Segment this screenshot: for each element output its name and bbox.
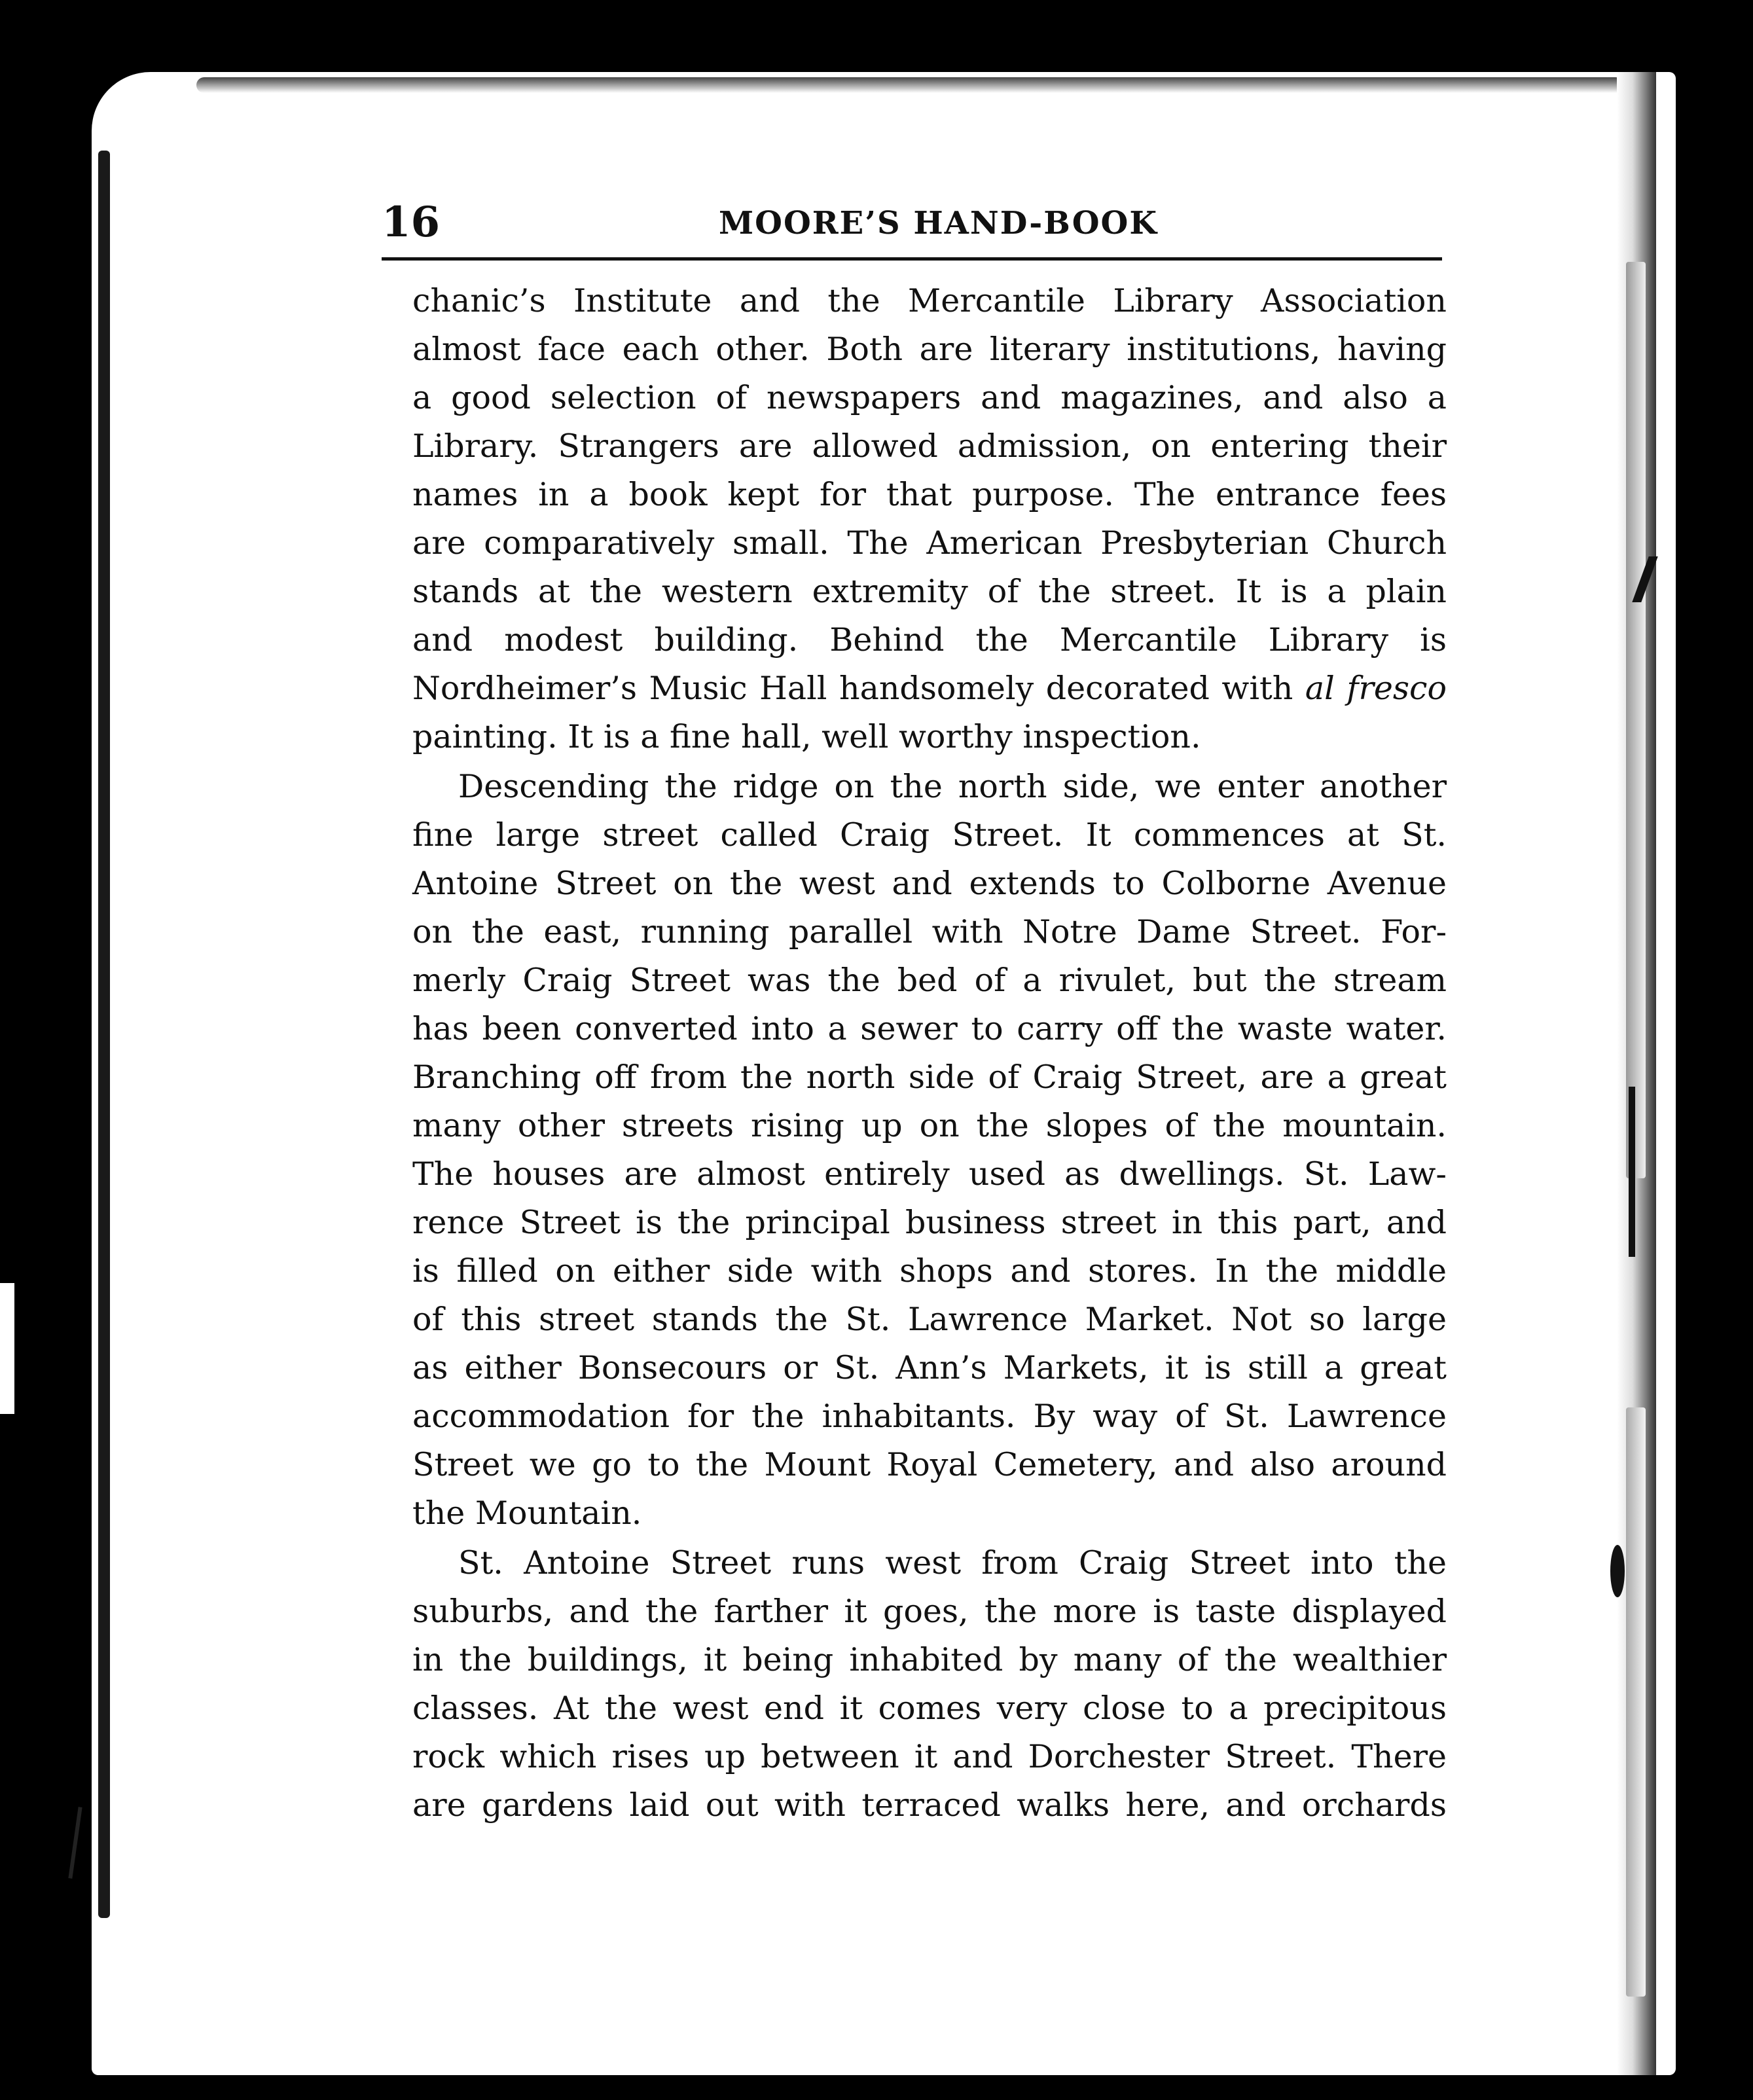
text-line: are gardens laid out with terraced walks here, and orchards — [412, 1786, 1447, 1824]
text-line: accommodation for the inhabitants. By way of St. Lawrence — [412, 1398, 1447, 1435]
running-head: MOORE’S HAND-BOOK — [719, 205, 1159, 242]
text-line: chanic’s Institute and the Mercantile Library Association — [412, 282, 1447, 319]
text-line: merly Craig Street was the bed of a rivulet, but the stream — [412, 962, 1447, 999]
text-line: in the buildings, it being inhabited by many of the wealthier — [412, 1641, 1447, 1678]
text-line: rock which rises up between it and Dorchester Street. There — [412, 1738, 1447, 1775]
text-line: a good selection of newspapers and magazines, and also a — [412, 379, 1447, 416]
text-line-with-italic — [412, 669, 1447, 708]
text-line: fine large street called Craig Street. It commences at St. — [412, 816, 1447, 854]
header-rule — [382, 257, 1442, 261]
text-line: is filled on either side with shops and stores. In the middle — [412, 1252, 1447, 1290]
text-segment: Nordheimer’s Music Hall handsomely decorated with — [412, 670, 1305, 707]
text-line: classes. At the west end it comes very close to a precipitous — [412, 1690, 1447, 1727]
text-line: Branching off from the north side of Craig Street, are a great — [412, 1059, 1447, 1096]
page-header — [382, 196, 1442, 249]
text-line: almost face each other. Both are literary institutions, having — [412, 331, 1447, 368]
text-line: the Mountain. — [412, 1494, 642, 1532]
page-edge-strip — [1626, 262, 1646, 1178]
text-line: on the east, running parallel with Notre Dame Street. For- — [412, 913, 1447, 950]
text-line: stands at the western extremity of the street. It is a plain — [412, 573, 1447, 610]
text-line: suburbs, and the farther it goes, the more is taste displayed — [412, 1593, 1447, 1630]
text-line: painting. It is a fine hall, well worthy inspection. — [412, 718, 1201, 755]
text-line: Street we go to the Mount Royal Cemetery, and also around — [412, 1446, 1447, 1483]
text-line: of this street stands the St. Lawrence Market. Not so large — [412, 1301, 1447, 1338]
text-line: has been converted into a sewer to carry off the waste water. — [412, 1010, 1447, 1047]
edge-mark — [1629, 1087, 1635, 1257]
text-line: The houses are almost entirely used as dwellings. St. Law- — [412, 1155, 1447, 1193]
page-edge-strip-lower — [1626, 1407, 1646, 1997]
text-line: many other streets rising up on the slopes of the mountain. — [412, 1107, 1447, 1144]
text-line: Antoine Street on the west and extends to Colborne Avenue — [412, 865, 1447, 902]
paragraph-first-line: St. Antoine Street runs west from Craig Street into the — [458, 1544, 1447, 1582]
italic-phrase: al fresco — [1305, 670, 1447, 707]
page-top-shadow — [196, 77, 1623, 93]
text-line: are comparatively small. The American Presbyterian Church — [412, 524, 1447, 562]
page-number: 16 — [382, 198, 441, 247]
edge-mark — [1610, 1545, 1625, 1597]
text-line: Library. Strangers are allowed admission, on entering their — [412, 427, 1447, 465]
page-left-edge — [98, 151, 110, 1918]
scan-artifact — [0, 1283, 14, 1414]
text-line: names in a book kept for that purpose. The entrance fees — [412, 476, 1447, 513]
text-line: and modest building. Behind the Mercantile Library is — [412, 621, 1447, 659]
text-line: rence Street is the principal business street in this part, and — [412, 1204, 1447, 1241]
paragraph-first-line: Descending the ridge on the north side, we enter another — [458, 768, 1447, 805]
text-line: as either Bonsecours or St. Ann’s Markets, it is still a great — [412, 1349, 1447, 1386]
